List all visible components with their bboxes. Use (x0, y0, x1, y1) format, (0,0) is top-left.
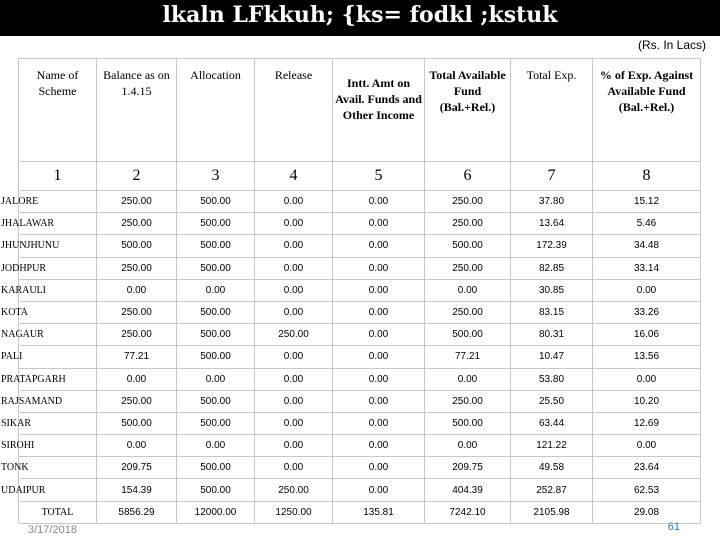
table-row (19, 191, 701, 213)
value-cell: 0.00 (177, 279, 255, 301)
column-number: 6 (425, 162, 511, 191)
value-cell: 0.00 (97, 435, 177, 457)
value-cell: 209.75 (425, 457, 511, 479)
value-cell: 0.00 (255, 301, 333, 323)
header-cell: Release (255, 59, 333, 162)
value-cell: 33.26 (593, 301, 701, 323)
value-cell: 0.00 (255, 412, 333, 434)
scheme-name-cell: PRATAPGARH (1, 368, 79, 390)
value-cell: 0.00 (333, 346, 425, 368)
value-cell: 0.00 (593, 368, 701, 390)
table-row (19, 479, 701, 501)
value-cell: 500.00 (97, 412, 177, 434)
footer-date: 3/17/2018 (28, 524, 77, 536)
header-cell: Intt. Amt on Avail. Funds and Other Income (333, 59, 425, 162)
table-row (19, 346, 701, 368)
table-row (19, 301, 701, 323)
scheme-name-cell: KOTA (1, 301, 79, 323)
value-cell: 500.00 (177, 479, 255, 501)
value-cell: 0.00 (255, 213, 333, 235)
value-cell: 77.21 (97, 346, 177, 368)
header-cell: Allocation (177, 59, 255, 162)
header-cell: Balance as on 1.4.15 (97, 59, 177, 162)
value-cell: 500.00 (177, 412, 255, 434)
column-number: 5 (333, 162, 425, 191)
header-cell: % of Exp. Against Available Fund (Bal.+Rel.) (593, 59, 701, 162)
value-cell: 252.87 (511, 479, 593, 501)
scheme-name-cell: KARAULI (1, 279, 79, 301)
scheme-name-cell: TOTAL (19, 501, 97, 523)
value-cell: 63.44 (511, 412, 593, 434)
value-cell: 250.00 (97, 324, 177, 346)
value-cell: 5856.29 (97, 501, 177, 523)
value-cell: 0.00 (255, 368, 333, 390)
value-cell: 0.00 (333, 213, 425, 235)
value-cell: 0.00 (333, 235, 425, 257)
value-cell: 25.50 (511, 390, 593, 412)
table-row (19, 324, 701, 346)
value-cell: 0.00 (255, 346, 333, 368)
value-cell: 500.00 (177, 346, 255, 368)
scheme-name-cell: JHALAWAR (1, 213, 79, 235)
scheme-table (1, 58, 701, 524)
scheme-name-cell: JODHPUR (1, 257, 79, 279)
table-row (19, 257, 701, 279)
value-cell: 2105.98 (511, 501, 593, 523)
value-cell: 250.00 (425, 301, 511, 323)
table-row (19, 279, 701, 301)
scheme-name-cell: TONK (1, 457, 79, 479)
value-cell: 0.00 (255, 457, 333, 479)
value-cell: 0.00 (425, 368, 511, 390)
value-cell: 80.31 (511, 324, 593, 346)
scheme-name-cell: JHUNJHUNU (1, 235, 79, 257)
value-cell: 500.00 (177, 301, 255, 323)
column-number: 1 (19, 162, 97, 191)
table-row (19, 457, 701, 479)
page-number: 61 (667, 521, 680, 533)
value-cell: 0.00 (177, 435, 255, 457)
scheme-name-cell: NAGAUR (1, 324, 79, 346)
header-cell: Name of Scheme (19, 59, 97, 162)
value-cell: 250.00 (425, 213, 511, 235)
value-cell: 0.00 (333, 301, 425, 323)
scheme-name-cell: SIKAR (1, 412, 79, 434)
value-cell: 250.00 (255, 324, 333, 346)
value-cell: 62.53 (593, 479, 701, 501)
column-number: 2 (97, 162, 177, 191)
total-row (19, 501, 701, 523)
scheme-name-cell: SIROHI (1, 435, 79, 457)
column-number: 7 (511, 162, 593, 191)
value-cell: 154.39 (97, 479, 177, 501)
value-cell: 13.64 (511, 213, 593, 235)
value-cell: 0.00 (425, 279, 511, 301)
table-row (19, 368, 701, 390)
value-cell: 404.39 (425, 479, 511, 501)
value-cell: 0.00 (177, 368, 255, 390)
value-cell: 500.00 (97, 235, 177, 257)
value-cell: 10.20 (593, 390, 701, 412)
value-cell: 0.00 (333, 457, 425, 479)
value-cell: 500.00 (425, 324, 511, 346)
value-cell: 0.00 (255, 435, 333, 457)
table-row (19, 412, 701, 434)
scheme-name-cell: RAJSAMAND (1, 390, 79, 412)
value-cell: 13.56 (593, 346, 701, 368)
value-cell: 0.00 (593, 279, 701, 301)
value-cell: 0.00 (255, 191, 333, 213)
value-cell: 250.00 (255, 479, 333, 501)
value-cell: 37.80 (511, 191, 593, 213)
value-cell: 0.00 (593, 435, 701, 457)
value-cell: 0.00 (333, 324, 425, 346)
value-cell: 500.00 (177, 457, 255, 479)
table-row (19, 213, 701, 235)
header-row (19, 59, 701, 162)
value-cell: 53.80 (511, 368, 593, 390)
value-cell: 15.12 (593, 191, 701, 213)
page-title: lkaln LFkkuh; {ks= fodkl ;kstuk (162, 2, 558, 28)
value-cell: 30.85 (511, 279, 593, 301)
value-cell: 500.00 (177, 324, 255, 346)
value-cell: 12000.00 (177, 501, 255, 523)
value-cell: 0.00 (333, 191, 425, 213)
value-cell: 0.00 (333, 257, 425, 279)
value-cell: 7242.10 (425, 501, 511, 523)
column-number: 8 (593, 162, 701, 191)
title-bar (0, 0, 720, 36)
value-cell: 250.00 (97, 213, 177, 235)
value-cell: 23.64 (593, 457, 701, 479)
value-cell: 209.75 (97, 457, 177, 479)
value-cell: 500.00 (177, 390, 255, 412)
table-row (19, 435, 701, 457)
value-cell: 135.81 (333, 501, 425, 523)
value-cell: 77.21 (425, 346, 511, 368)
table-row (19, 235, 701, 257)
value-cell: 250.00 (425, 390, 511, 412)
value-cell: 0.00 (97, 279, 177, 301)
units-label: (Rs. In Lacs) (637, 38, 706, 52)
value-cell: 250.00 (97, 390, 177, 412)
value-cell: 0.00 (255, 235, 333, 257)
column-number: 4 (255, 162, 333, 191)
value-cell: 10.47 (511, 346, 593, 368)
value-cell: 49.58 (511, 457, 593, 479)
value-cell: 500.00 (177, 191, 255, 213)
value-cell: 0.00 (333, 390, 425, 412)
column-number: 3 (177, 162, 255, 191)
value-cell: 12.69 (593, 412, 701, 434)
value-cell: 250.00 (97, 301, 177, 323)
value-cell: 250.00 (97, 257, 177, 279)
value-cell: 5.46 (593, 213, 701, 235)
value-cell: 172.39 (511, 235, 593, 257)
value-cell: 16.06 (593, 324, 701, 346)
value-cell: 0.00 (255, 279, 333, 301)
value-cell: 0.00 (255, 257, 333, 279)
value-cell: 29.08 (593, 501, 701, 523)
value-cell: 250.00 (97, 191, 177, 213)
scheme-name-cell: JALORE (1, 191, 79, 213)
scheme-name-cell: PALI (1, 346, 79, 368)
value-cell: 500.00 (177, 213, 255, 235)
value-cell: 500.00 (177, 235, 255, 257)
value-cell: 0.00 (425, 435, 511, 457)
value-cell: 34.48 (593, 235, 701, 257)
value-cell: 0.00 (333, 479, 425, 501)
value-cell: 250.00 (425, 191, 511, 213)
value-cell: 0.00 (333, 368, 425, 390)
value-cell: 500.00 (425, 235, 511, 257)
column-number-row (19, 162, 701, 191)
value-cell: 0.00 (333, 279, 425, 301)
header-cell: Total Exp. (511, 59, 593, 162)
header-cell: Total Available Fund (Bal.+Rel.) (425, 59, 511, 162)
value-cell: 500.00 (177, 257, 255, 279)
table-row (19, 390, 701, 412)
value-cell: 121.22 (511, 435, 593, 457)
scheme-name-cell: UDAIPUR (1, 479, 79, 501)
value-cell: 250.00 (425, 257, 511, 279)
value-cell: 0.00 (333, 412, 425, 434)
value-cell: 0.00 (97, 368, 177, 390)
value-cell: 82.85 (511, 257, 593, 279)
value-cell: 83.15 (511, 301, 593, 323)
value-cell: 0.00 (333, 435, 425, 457)
value-cell: 0.00 (255, 390, 333, 412)
value-cell: 1250.00 (255, 501, 333, 523)
value-cell: 500.00 (425, 412, 511, 434)
value-cell: 33.14 (593, 257, 701, 279)
